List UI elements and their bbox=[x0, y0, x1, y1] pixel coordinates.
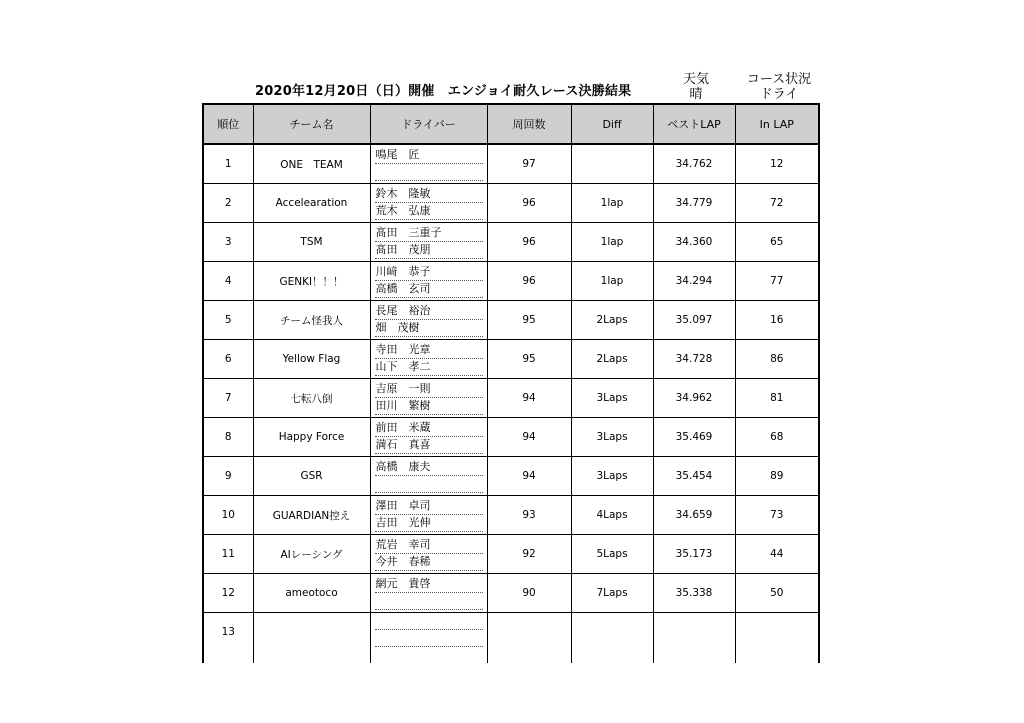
cell-laps: 95 bbox=[487, 340, 571, 379]
driver-name bbox=[375, 476, 483, 493]
cell-diff: 2Laps bbox=[571, 301, 653, 340]
cell-drivers bbox=[370, 223, 487, 262]
cell-team: Happy Force bbox=[253, 418, 370, 457]
cell-diff: 1lap bbox=[571, 184, 653, 223]
driver-name: 今井 春稀 bbox=[375, 554, 483, 571]
cell-team: GSR bbox=[253, 457, 370, 496]
cell-laps: 96 bbox=[487, 184, 571, 223]
driver-name: 荒木 弘康 bbox=[375, 203, 483, 220]
weather-box bbox=[672, 72, 720, 102]
cell-in-lap: 89 bbox=[735, 457, 819, 496]
cell-position: 8 bbox=[203, 418, 253, 457]
table-row bbox=[203, 613, 819, 664]
cell-diff: 7Laps bbox=[571, 574, 653, 613]
page-title: 2020年12月20日（日）開催 エンジョイ耐久レース決勝結果 bbox=[255, 84, 632, 99]
cell-team: AIレーシング bbox=[253, 535, 370, 574]
cell-in-lap: 77 bbox=[735, 262, 819, 301]
cell-position: 11 bbox=[203, 535, 253, 574]
header-diff: Diff bbox=[571, 104, 653, 144]
cell-diff: 3Laps bbox=[571, 379, 653, 418]
cell-in-lap: 50 bbox=[735, 574, 819, 613]
driver-name: 荒岩 幸司 bbox=[375, 537, 483, 554]
driver-name: 寺田 光章 bbox=[375, 342, 483, 359]
cell-in-lap bbox=[735, 613, 819, 664]
cell-team: ONE TEAM bbox=[253, 144, 370, 184]
cell-best-lap: 34.728 bbox=[653, 340, 735, 379]
cell-in-lap: 72 bbox=[735, 184, 819, 223]
header-driver: ドライバー bbox=[370, 104, 487, 144]
cell-drivers bbox=[370, 340, 487, 379]
cell-in-lap: 73 bbox=[735, 496, 819, 535]
table-row bbox=[203, 144, 819, 184]
driver-name: 長尾 裕治 bbox=[375, 303, 483, 320]
driver-name: 川﨑 恭子 bbox=[375, 264, 483, 281]
cell-diff: 3Laps bbox=[571, 457, 653, 496]
cell-drivers bbox=[370, 379, 487, 418]
cell-best-lap: 34.779 bbox=[653, 184, 735, 223]
cell-in-lap: 86 bbox=[735, 340, 819, 379]
driver-name: 満石 真喜 bbox=[375, 437, 483, 454]
cell-drivers bbox=[370, 457, 487, 496]
cell-in-lap: 16 bbox=[735, 301, 819, 340]
driver-name bbox=[375, 593, 483, 610]
cell-team: チーム怪我人 bbox=[253, 301, 370, 340]
cell-team: 七転八倒 bbox=[253, 379, 370, 418]
table-row bbox=[203, 223, 819, 262]
cell-laps: 92 bbox=[487, 535, 571, 574]
header-team: チーム名 bbox=[253, 104, 370, 144]
course-condition-value: ドライ bbox=[759, 87, 799, 102]
driver-name: 澤田 卓司 bbox=[375, 498, 483, 515]
cell-laps: 94 bbox=[487, 379, 571, 418]
cell-diff: 1lap bbox=[571, 262, 653, 301]
cell-diff bbox=[571, 613, 653, 664]
cell-position: 6 bbox=[203, 340, 253, 379]
cell-position: 3 bbox=[203, 223, 253, 262]
cell-laps: 94 bbox=[487, 418, 571, 457]
cell-team: ameotoco bbox=[253, 574, 370, 613]
cell-in-lap: 65 bbox=[735, 223, 819, 262]
cell-position: 4 bbox=[203, 262, 253, 301]
driver-name: 吉田 光伸 bbox=[375, 515, 483, 532]
cell-team: TSM bbox=[253, 223, 370, 262]
cell-position: 5 bbox=[203, 301, 253, 340]
cell-position: 10 bbox=[203, 496, 253, 535]
table-row bbox=[203, 418, 819, 457]
cell-drivers bbox=[370, 418, 487, 457]
cell-team: Accelearation bbox=[253, 184, 370, 223]
table-row bbox=[203, 535, 819, 574]
table-row bbox=[203, 574, 819, 613]
driver-name bbox=[375, 164, 483, 181]
table-row bbox=[203, 379, 819, 418]
cell-team: GUARDIAN控え bbox=[253, 496, 370, 535]
cell-best-lap: 35.097 bbox=[653, 301, 735, 340]
course-condition-label: コース状況 bbox=[746, 72, 812, 87]
cell-laps: 90 bbox=[487, 574, 571, 613]
table-row bbox=[203, 301, 819, 340]
cell-diff: 3Laps bbox=[571, 418, 653, 457]
cell-best-lap: 34.360 bbox=[653, 223, 735, 262]
header-best-lap: ベストLAP bbox=[653, 104, 735, 144]
driver-name bbox=[375, 613, 483, 630]
driver-name: 高橋 康夫 bbox=[375, 459, 483, 476]
cell-in-lap: 81 bbox=[735, 379, 819, 418]
cell-in-lap: 44 bbox=[735, 535, 819, 574]
driver-name: 髙田 三重子 bbox=[375, 225, 483, 242]
cell-diff bbox=[571, 144, 653, 184]
cell-drivers bbox=[370, 184, 487, 223]
cell-diff: 1lap bbox=[571, 223, 653, 262]
cell-drivers bbox=[370, 301, 487, 340]
driver-name: 山下 孝二 bbox=[375, 359, 483, 376]
cell-best-lap: 35.338 bbox=[653, 574, 735, 613]
cell-in-lap: 12 bbox=[735, 144, 819, 184]
cell-position: 7 bbox=[203, 379, 253, 418]
header-position: 順位 bbox=[203, 104, 253, 144]
driver-name: 鳴尾 匠 bbox=[375, 147, 483, 164]
cell-laps: 96 bbox=[487, 223, 571, 262]
cell-best-lap: 34.294 bbox=[653, 262, 735, 301]
driver-name: 網元 貴啓 bbox=[375, 576, 483, 593]
driver-name: 畑 茂樹 bbox=[375, 320, 483, 337]
cell-best-lap: 34.762 bbox=[653, 144, 735, 184]
driver-name: 鈴木 隆敏 bbox=[375, 186, 483, 203]
cell-laps bbox=[487, 613, 571, 664]
header-in-lap: In LAP bbox=[735, 104, 819, 144]
cell-in-lap: 68 bbox=[735, 418, 819, 457]
results-table bbox=[202, 103, 820, 663]
cell-diff: 2Laps bbox=[571, 340, 653, 379]
cell-drivers bbox=[370, 144, 487, 184]
driver-name: 高橋 玄司 bbox=[375, 281, 483, 298]
weather-value: 晴 bbox=[689, 87, 703, 102]
weather-label: 天気 bbox=[682, 72, 709, 87]
cell-diff: 5Laps bbox=[571, 535, 653, 574]
header-laps: 周回数 bbox=[487, 104, 571, 144]
cell-diff: 4Laps bbox=[571, 496, 653, 535]
cell-laps: 97 bbox=[487, 144, 571, 184]
cell-best-lap: 35.454 bbox=[653, 457, 735, 496]
cell-laps: 93 bbox=[487, 496, 571, 535]
cell-best-lap: 34.962 bbox=[653, 379, 735, 418]
cell-position: 1 bbox=[203, 144, 253, 184]
cell-position: 9 bbox=[203, 457, 253, 496]
cell-drivers bbox=[370, 535, 487, 574]
cell-drivers bbox=[370, 496, 487, 535]
cell-best-lap: 34.659 bbox=[653, 496, 735, 535]
cell-best-lap: 35.469 bbox=[653, 418, 735, 457]
cell-drivers bbox=[370, 613, 487, 664]
cell-position: 12 bbox=[203, 574, 253, 613]
table-header-row bbox=[203, 104, 819, 144]
cell-position: 2 bbox=[203, 184, 253, 223]
cell-team: GENKI！！！ bbox=[253, 262, 370, 301]
cell-best-lap: 35.173 bbox=[653, 535, 735, 574]
cell-position: 13 bbox=[203, 613, 253, 664]
cell-laps: 94 bbox=[487, 457, 571, 496]
driver-name: 髙田 茂朋 bbox=[375, 242, 483, 259]
cell-laps: 96 bbox=[487, 262, 571, 301]
driver-name: 吉原 一則 bbox=[375, 381, 483, 398]
driver-name bbox=[375, 630, 483, 647]
driver-name: 前田 米蔵 bbox=[375, 420, 483, 437]
cell-laps: 95 bbox=[487, 301, 571, 340]
cell-drivers bbox=[370, 574, 487, 613]
course-condition-box bbox=[738, 72, 820, 102]
cell-team: Yellow Flag bbox=[253, 340, 370, 379]
cell-drivers bbox=[370, 262, 487, 301]
driver-name: 田川 繁樹 bbox=[375, 398, 483, 415]
table-row bbox=[203, 262, 819, 301]
cell-best-lap bbox=[653, 613, 735, 664]
table-row bbox=[203, 496, 819, 535]
cell-team bbox=[253, 613, 370, 664]
table-row bbox=[203, 184, 819, 223]
table-row bbox=[203, 340, 819, 379]
table-row bbox=[203, 457, 819, 496]
